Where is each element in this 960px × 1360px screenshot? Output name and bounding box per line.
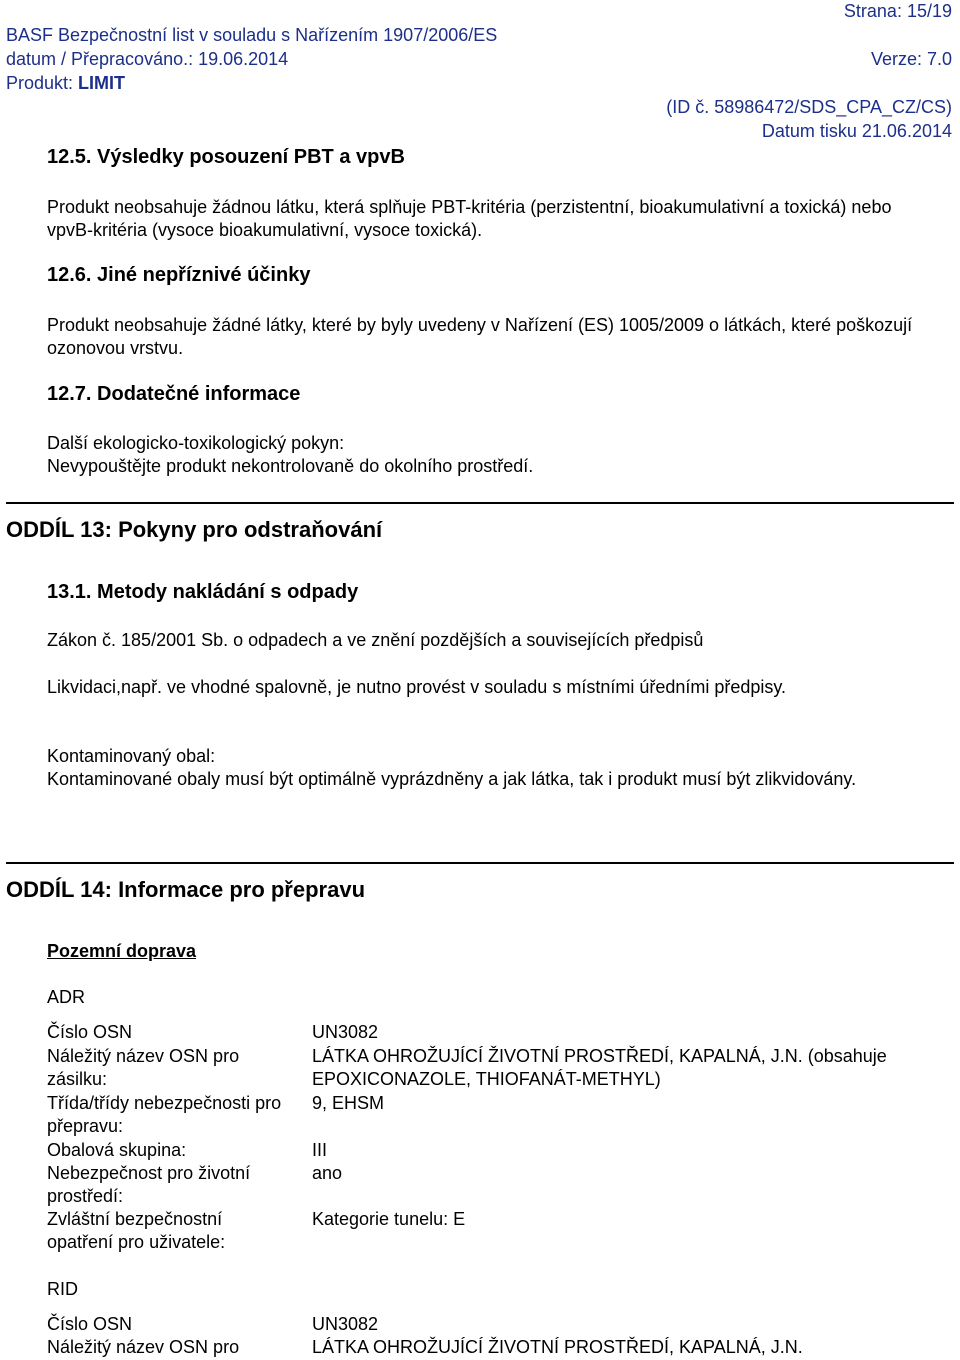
rid-value-un-number: UN3082: [312, 1314, 379, 1334]
product-label: Produkt:: [6, 73, 79, 93]
adr-label-shipping-name: Náležitý název OSN pro zásilku:: [47, 1046, 240, 1089]
packaging-label: Kontaminovaný obal:: [47, 746, 216, 766]
section-divider: [6, 502, 954, 504]
section-divider: [6, 862, 954, 864]
adr-value-un-number: UN3082: [312, 1022, 379, 1042]
print-date: Datum tisku 21.06.2014: [761, 121, 952, 141]
disposal-text: Likvidaci,např. ve vhodné spalovně, je nutno provést v souladu s místními úředními předpisy.: [47, 677, 787, 697]
section-12-7-line2: Nevypouštějte produkt nekontrolovaně do okolního prostředí.: [47, 456, 534, 476]
adr-label-un-number: Číslo OSN: [47, 1022, 133, 1042]
product-name: LIMIT: [78, 73, 126, 93]
section-14-heading: ODDÍL 14: Informace pro přepravu: [6, 877, 366, 902]
law-reference: Zákon č. 185/2001 Sb. o odpadech a ve znění pozdějších a souvisejících předpisů: [47, 630, 704, 650]
rid-label-shipping-name: Náležitý název OSN pro: [47, 1337, 240, 1357]
land-transport-heading: Pozemní doprava: [47, 941, 197, 961]
section-12-5-text: Produkt neobsahuje žádnou látku, která splňuje PBT-kritéria (perzistentní, bioakumulativní a toxická) nebo vpvB-kritéria (vysoce bioakumulativní, vysoce toxická).: [47, 197, 892, 240]
adr-label-special-precautions: Zvláštní bezpečnostní opatření pro uživatele:: [47, 1209, 226, 1252]
document-id: (ID č. 58986472/SDS_CPA_CZ/CS): [666, 97, 952, 117]
adr-value-environmental-hazard: ano: [312, 1163, 343, 1183]
adr-label-packing-group: Obalová skupina:: [47, 1140, 187, 1160]
section-12-6-heading: 12.6. Jiné nepříznivé účinky: [47, 264, 311, 286]
page-number: Strana: 15/19: [843, 1, 952, 21]
adr-value-special-precautions: Kategorie tunelu: E: [312, 1209, 466, 1229]
adr-title: ADR: [47, 987, 86, 1007]
rid-label-un-number: Číslo OSN: [47, 1314, 133, 1334]
section-12-7-heading: 12.7. Dodatečné informace: [47, 383, 301, 405]
section-12-5-heading: 12.5. Výsledky posouzení PBT a vpvB: [47, 146, 405, 168]
section-13-1-heading: 13.1. Metody nakládání s odpady: [47, 581, 359, 603]
section-13-heading: ODDÍL 13: Pokyny pro odstraňování: [6, 517, 383, 542]
adr-value-packing-group: III: [312, 1140, 328, 1160]
document-title: BASF Bezpečnostní list v souladu s Nařízením 1907/2006/ES: [6, 25, 498, 45]
adr-label-environmental-hazard: Nebezpečnost pro životní prostředí:: [47, 1163, 251, 1206]
rid-value-shipping-name: LÁTKA OHROŽUJÍCÍ ŽIVOTNÍ PROSTŘEDÍ, KAPALNÁ, J.N.: [312, 1337, 803, 1357]
version: Verze: 7.0: [870, 49, 952, 69]
section-12-6-text: Produkt neobsahuje žádné látky, které by byly uvedeny v Nařízení (ES) 1005/2009 o látkách, které poškozují ozonovou vrstvu.: [47, 315, 913, 358]
adr-value-hazard-class: 9, EHSM: [312, 1093, 385, 1113]
product-line: [6, 72, 125, 95]
section-12-7-line1: Další ekologicko-toxikologický pokyn:: [47, 433, 345, 453]
adr-label-hazard-class: Třída/třídy nebezpečnosti pro přepravu:: [47, 1093, 282, 1136]
revision-date: datum / Přepracováno.: 19.06.2014: [6, 49, 289, 69]
packaging-text: Kontaminované obaly musí být optimálně vyprázdněny a jak látka, tak i produkt musí být zlikvidovány.: [47, 769, 857, 789]
rid-title: RID: [47, 1279, 78, 1299]
adr-value-shipping-name: LÁTKA OHROŽUJÍCÍ ŽIVOTNÍ PROSTŘEDÍ, KAPALNÁ, J.N. (obsahuje EPOXICONAZOLE, THIOFANÁT-METHYL): [312, 1046, 887, 1089]
